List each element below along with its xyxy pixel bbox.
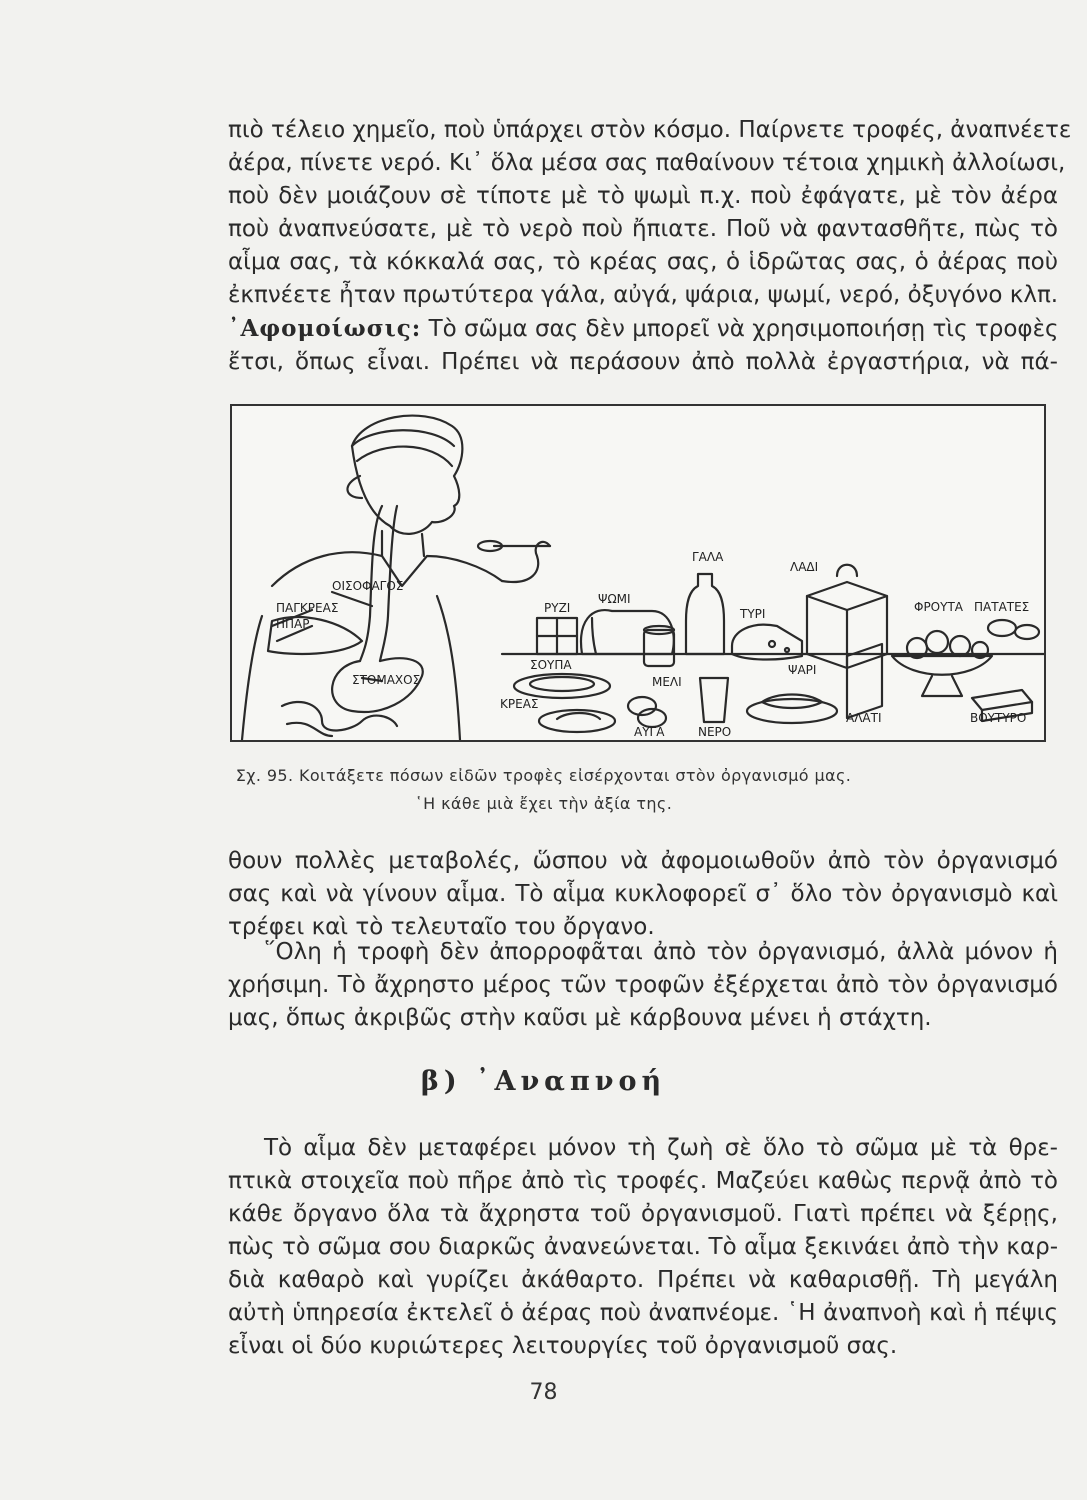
text-line: διὰ καθαρὸ καὶ γυρίζει ἀκάθαρτο. Πρέπει νὰ καθαρισθῇ. Τὴ μεγάλη <box>228 1267 1058 1293</box>
text-line: ἐκπνέετε ἦταν πρωτύτερα γάλα, αὐγά, ψάρια, ψωμί, νερό, ὀξυγόνο κλπ. <box>228 282 1059 308</box>
label-soupa: ΣΟΥΠΑ <box>530 658 572 672</box>
label-psari: ΨΑΡΙ <box>788 663 817 677</box>
label-ipar: ΗΠΑΡ <box>276 617 310 631</box>
label-gala: ΓΑΛΑ <box>692 550 724 564</box>
term-afomoiosis: ᾽Αφομοίωσις: <box>228 315 422 342</box>
label-meli: ΜΕΛΙ <box>652 675 682 689</box>
label-nero: ΝΕΡΟ <box>698 725 732 739</box>
butter-icon <box>972 690 1032 710</box>
label-avga: ΑΥΓΑ <box>634 725 665 739</box>
text-line: μας, ὅπως ἀκριβῶς στὴν καῦσι μὲ κάρβουνα μένει ἡ στάχτη. <box>228 1005 932 1031</box>
figure-caption: Σχ. 95. Κοιτάξετε πόσων εἰδῶν τροφὲς εἰσέρχονται στὸν ὀργανισμό μας. <box>235 766 852 785</box>
text-line: πὼς τὸ σῶμα σου διαρκῶς ἀνανεώνεται. Τὸ αἷμα ξεκινάει ἀπὸ τὴν καρ- <box>228 1234 1058 1260</box>
text-line: πτικὰ στοιχεῖα ποὺ πῆρε ἀπὸ τὶς τροφές. Μαζεύει καθὼς περνᾷ ἀπὸ τὸ <box>228 1168 1058 1194</box>
label-patates: ΠΑΤΑΤΕΣ <box>974 600 1030 614</box>
arm-outline <box>502 542 550 582</box>
label-alati: ΑΛΑΤΙ <box>846 711 882 725</box>
text-line: εἶναι οἱ δύο κυριώτερες λειτουργίες τοῦ ὀργανισμοῦ σας. <box>228 1333 898 1359</box>
term-definition: Τὸ σῶμα σας δὲν μπορεῖ νὰ χρησιμοποιήσῃ τὶς τροφὲς <box>428 316 1059 342</box>
potato-icon <box>988 620 1016 636</box>
text-line <box>228 312 1058 346</box>
text-line: αἷμα σας, τὰ κόκκαλά σας, τὸ κρέας σας, ὁ ἱδρῶτας σας, ὁ ἀέρας ποὺ <box>228 249 1058 275</box>
label-kreas: ΚΡΕΑΣ <box>500 697 539 711</box>
text-line: ποὺ δὲν μοιάζουν σὲ τίποτε μὲ τὸ ψωμὶ π.χ. ποὺ ἐφάγατε, μὲ τὸν ἀέρα <box>228 183 1058 209</box>
honey-jar-icon <box>644 630 674 666</box>
text-line: ἀέρα, πίνετε νερό. Κι᾽ ὅλα μέσα σας παθαίνουν τέτοια χημικὴ ἀλλοίωσι, <box>228 150 1066 176</box>
text-line: ἔτσι, ὅπως εἶναι. Πρέπει νὰ περάσουν ἀπὸ πολλὰ ἐργαστήρια, νὰ πά- <box>228 349 1058 375</box>
text-line: σας καὶ νὰ γίνουν αἷμα. Τὸ αἷμα κυκλοφορεῖ σ᾽ ὅλο τὸν ὀργανισμὸ καὶ <box>228 881 1058 907</box>
woman-head-icon <box>352 416 462 534</box>
text-line: πιὸ τέλειο χημεῖο, ποὺ ὑπάρχει στὸν κόσμο. Παίρνετε τροφές, ἀναπνέετε <box>228 117 1072 143</box>
text-line: χρήσιμη. Τὸ ἄχρηστο μέρος τῶν τροφῶν ἐξέρχεται ἀπὸ τὸν ὀργανισμό <box>228 972 1058 998</box>
page-number: 78 <box>529 1380 558 1405</box>
text-line <box>228 936 1058 969</box>
label-stomachos: ΣΤΟΜΑΧΟΣ <box>352 673 421 687</box>
paragraph-mid <box>228 845 1058 944</box>
hair-line <box>352 430 454 446</box>
label-tyri: ΤΥΡΙ <box>740 607 766 621</box>
text-line-content: ῞Ολη ἡ τροφὴ δὲν ἀπορροφᾶται ἀπὸ τὸν ὀργανισμό, ἀλλὰ μόνον ἡ <box>264 939 1058 965</box>
label-frouta: ΦΡΟΥΤΑ <box>914 600 963 614</box>
fish-plate-icon <box>747 699 837 723</box>
text-line-content: Τὸ αἷμα δὲν μεταφέρει μόνον τὴ ζωὴ σὲ ὅλο τὸ σῶμα μὲ τὰ θρε- <box>264 1135 1058 1161</box>
text-line <box>228 1132 1058 1165</box>
text-line: τρέφει καὶ τὸ τελευταῖο του ὄργανο. <box>228 914 655 940</box>
water-glass-icon <box>700 678 728 722</box>
figure-95 <box>230 404 1046 742</box>
label-oisofagos: ΟΙΣΟΦΑΓΟΣ <box>332 579 404 593</box>
milk-bottle-icon <box>686 574 724 654</box>
text-line: ποὺ ἀναπνεύσατε, μὲ τὸ νερὸ ποὺ ἤπιατε. Ποῦ νὰ φαντασθῆτε, πὼς τὸ <box>228 216 1058 242</box>
label-psomi: ΨΩΜΙ <box>598 592 631 606</box>
label-pagkreas: ΠΑΓΚΡΕΑΣ <box>276 601 339 615</box>
label-ryzi: ΡΥΖΙ <box>544 601 571 615</box>
text-line: κάθε ὄργανο ὅλα τὰ ἄχρηστα τοῦ ὀργανισμοῦ. Γιατὶ πρέπει νὰ ξέρῃς, <box>228 1201 1058 1227</box>
figure-caption-subline: ῾Η κάθε μιὰ ἔχει τὴν ἀξία της. <box>414 794 673 813</box>
paragraph-mid2 <box>228 936 1058 1035</box>
paragraph-bottom <box>228 1132 1058 1363</box>
label-ladi: ΛΑΔΙ <box>790 560 819 574</box>
text-line: θουν πολλὲς μεταβολές, ὥσπου νὰ ἀφομοιωθοῦν ἀπὸ τὸν ὀργανισμό <box>228 848 1058 874</box>
section-title: β) ᾽Αναπνοή <box>420 1066 667 1097</box>
label-voutyro: ΒΟΥΤΥΡΟ <box>970 711 1027 725</box>
paragraph-top <box>228 114 1072 379</box>
text-line: αὐτὴ ὑπηρεσία ἐκτελεῖ ὁ ἀέρας ποὺ ἀναπνέομε. ῾Η ἀναπνοὴ καὶ ἡ πέψις <box>228 1300 1058 1326</box>
fruit-bowl-icon <box>892 656 992 675</box>
food-digestion-illustration <box>232 406 1044 740</box>
